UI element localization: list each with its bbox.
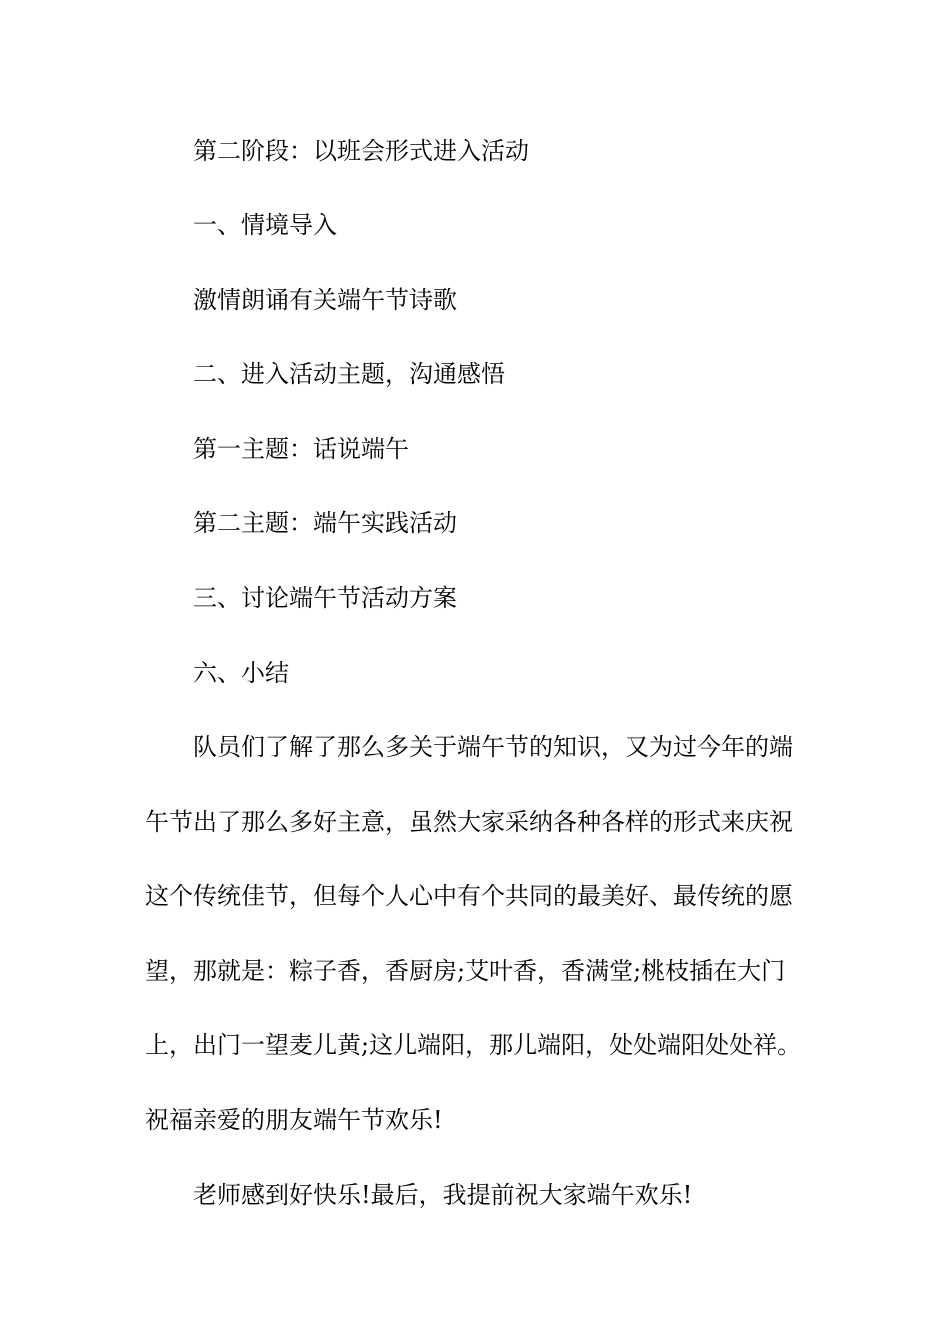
section-heading-3: 三、讨论端午节活动方案 (193, 584, 457, 612)
theme-two: 第二主题：端午实践活动 (193, 509, 457, 537)
closing-line: 老师感到好快乐!最后，我提前祝大家端午欢乐! (193, 1181, 693, 1209)
summary-line: 午节出了那么多好主意，虽然大家采纳各种各样的形式来庆祝 (145, 808, 793, 836)
summary-line: 望，那就是：粽子香，香厨房;艾叶香，香满堂;桃枝插在大门 (145, 957, 786, 985)
summary-line: 队员们了解了那么多关于端午节的知识，又为过今年的端 (193, 733, 793, 761)
section-heading-2: 二、进入活动主题，沟通感悟 (193, 360, 505, 388)
stage-heading: 第二阶段：以班会形式进入活动 (193, 137, 529, 165)
section-heading-6: 六、小结 (193, 659, 289, 687)
theme-one: 第一主题：话说端午 (193, 435, 409, 463)
section-text-poetry: 激情朗诵有关端午节诗歌 (193, 286, 457, 314)
section-heading-1: 一、情境导入 (193, 211, 337, 239)
summary-line: 这个传统佳节，但每个人心中有个共同的最美好、最传统的愿 (145, 882, 793, 910)
summary-line: 上，出门一望麦儿黄;这儿端阳，那儿端阳，处处端阳处处祥。 (145, 1031, 802, 1059)
summary-line: 祝福亲爱的朋友端午节欢乐! (145, 1106, 443, 1134)
